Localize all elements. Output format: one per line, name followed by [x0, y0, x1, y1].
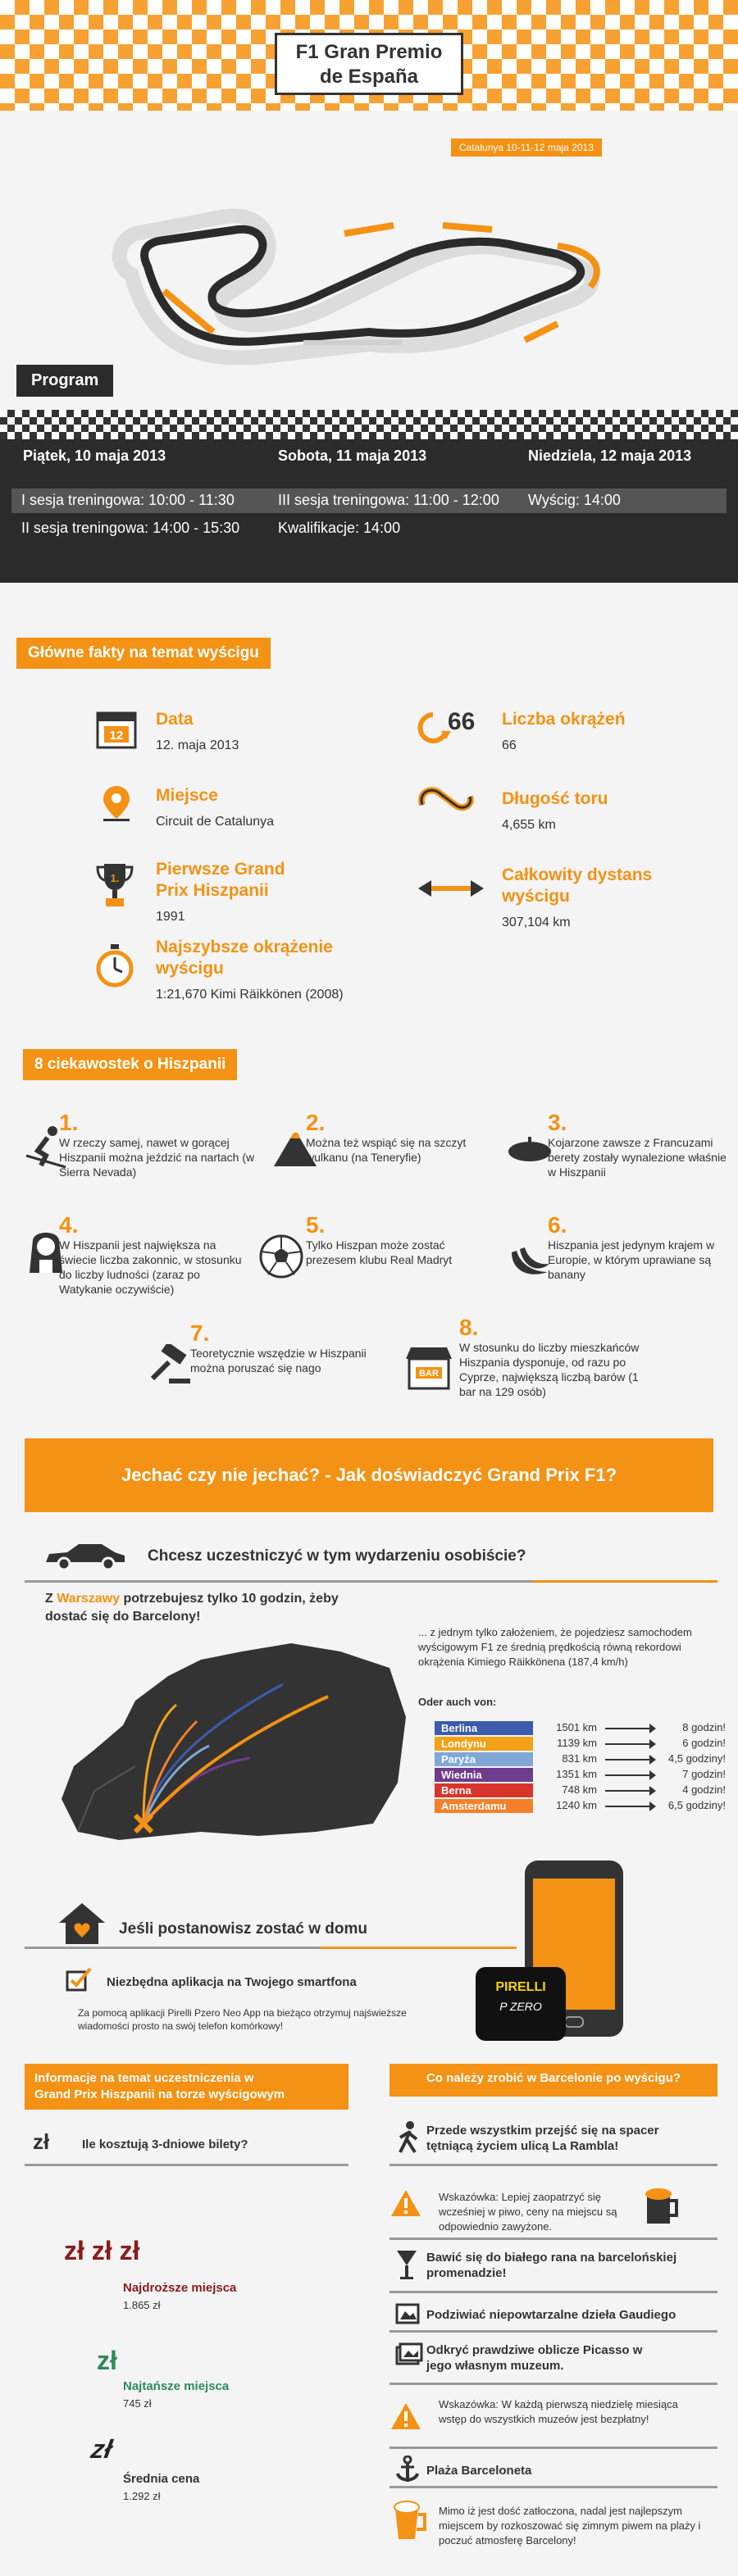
arrow-right-icon — [605, 1774, 654, 1776]
session-item: Kwalifikacje: 14:00 — [278, 520, 401, 536]
step-beach: Plaża Barceloneta — [426, 2464, 532, 2478]
checker-strip — [0, 410, 738, 439]
curiosity-item — [306, 1111, 486, 1165]
step-gaudi: Podziwiać niepowtarzalne dzieła Gaudiego — [426, 2308, 676, 2322]
car-icon — [43, 1541, 128, 1570]
beer-mug-icon — [642, 2186, 683, 2227]
expensive-value: 1.865 zł — [123, 2299, 161, 2311]
city-time: 6,5 godziny! — [667, 1799, 726, 1811]
city-time: 6 godzin! — [682, 1737, 726, 1749]
fact-value: 66 — [502, 738, 517, 752]
city-time: 4 godzin! — [682, 1783, 726, 1796]
curiosity-number: 3. — [548, 1110, 567, 1135]
city-time: 8 godzin! — [682, 1721, 726, 1733]
beach-text: Mimo iż jest dość zatłoczona, nadal jest najlepszym miejscem by rozkoszować się zimnym piwem na plaży i poczuć atmosferę Barcelony! — [439, 2505, 701, 2546]
curiosity-item — [548, 1213, 728, 1282]
curiosity-text: Kojarzone zawsze z Francuzami berety zostały wynalezione właśnie w Hiszpanii — [548, 1136, 727, 1179]
curiosity-item — [59, 1111, 256, 1179]
session-item: III sesja treningowa: 11:00 - 12:00 — [278, 492, 499, 508]
fact-laps — [502, 709, 626, 753]
arrow-right-icon — [605, 1743, 654, 1745]
cheap-value: 745 zł — [123, 2397, 152, 2410]
svg-text:BAR: BAR — [419, 1369, 439, 1379]
warsaw-prefix: Z — [45, 1592, 53, 1606]
facts-label: Główne fakty na temat wyścigu — [16, 638, 271, 669]
curiosity-item — [190, 1321, 387, 1375]
avg-icon: zł — [86, 2434, 118, 2464]
fact-value: Circuit de Catalunya — [156, 815, 275, 829]
fact-title: Całkowity dystans — [502, 865, 653, 884]
title-line-1: F1 Gran Premio — [295, 41, 443, 63]
zl-icon: zł — [33, 2129, 50, 2154]
walking-icon — [394, 2121, 423, 2154]
avg-value: 1.292 zł — [123, 2490, 161, 2502]
curiosity-item — [59, 1213, 256, 1297]
curiosity-text: Hiszpania jest jedynym krajem w Europie, w którym uprawiane są banany — [548, 1238, 715, 1281]
program-schedule — [0, 439, 738, 583]
step-promenade — [426, 2250, 722, 2281]
curiosity-number: 6. — [548, 1212, 567, 1238]
bar-icon — [404, 1344, 453, 1390]
session-item: Wyścig: 14:00 — [528, 492, 621, 508]
fact-title: Długość toru — [502, 789, 608, 808]
fact-value: 1991 — [156, 910, 185, 924]
banana-icon — [508, 1246, 551, 1282]
fact-value: 4,655 km — [502, 818, 556, 832]
curiosity-number: 4. — [59, 1212, 79, 1238]
fact-title: Data — [156, 710, 194, 729]
curiosity-text: Tylko Hiszpan może zostać prezesem klubu Real Madryt — [306, 1238, 453, 1266]
fact-value: 1:21,670 Kimi Räikkönen (2008) — [156, 988, 344, 1002]
curiosity-number: 8. — [459, 1315, 479, 1340]
step-picasso-line-2: jego własnym muzeum. — [426, 2359, 564, 2373]
arrow-right-icon — [605, 1759, 654, 1760]
warsaw-city: Warszawy — [57, 1592, 121, 1606]
home-icon — [57, 1901, 107, 1946]
session-item: I sesja treningowa: 10:00 - 11:30 — [21, 492, 235, 508]
warsaw-rest: potrzebujesz tylko 10 godzin, żeby — [123, 1592, 339, 1606]
europe-map-icon — [45, 1627, 410, 1844]
expensive-icon: zł zł zł — [64, 2236, 140, 2265]
city-label: Londynu — [435, 1737, 533, 1751]
checkbox-icon — [66, 1967, 92, 1992]
step-picasso — [426, 2342, 722, 2374]
barcelona-box-title: Co należy zrobić w Barcelonie po wyścigu? — [390, 2064, 718, 2097]
city-label: Berlina — [435, 1721, 533, 1735]
program-label: Program — [16, 365, 113, 397]
tickets-question: Ile kosztują 3-dniowe bilety? — [82, 2138, 248, 2151]
city-time: 4,5 godziny! — [667, 1752, 726, 1765]
svg-text:12: 12 — [109, 729, 124, 743]
track-length-icon — [414, 780, 480, 821]
curiosity-text: W stosunku do liczby mieszkańców Hiszpania dysponuje, od razu po Cyprze, największą liczbą barów (1 bar na 129 osób) — [459, 1341, 640, 1398]
tip-museum: Wskazówka: W każdą pierwszą niedzielę miesiąca wstęp do wszystkich muzeów jest bezpłatny! — [439, 2398, 678, 2425]
city-distance: 1351 km — [556, 1768, 597, 1780]
expensive-label: Najdroższe miejsca — [123, 2281, 237, 2295]
day-friday: Piątek, 10 maja 2013 — [23, 448, 166, 464]
fact-title: Prix Hiszpanii — [156, 881, 269, 900]
circuit-map-icon — [98, 168, 640, 365]
avg-label: Średnia cena — [123, 2472, 200, 2486]
anchor-icon — [395, 2456, 420, 2483]
curiosity-text: W Hiszpanii jest największa na świecie liczba zakonnic, w stosunku do liczby ludności (zaraz po Watykanie oczywiście) — [59, 1238, 242, 1296]
calendar-icon — [94, 706, 139, 751]
fact-value: 307,104 km — [502, 915, 571, 929]
fact-value: 12. maja 2013 — [156, 738, 239, 752]
fact-distance — [502, 865, 652, 930]
tip-beer: Wskazówka: Lepiej zaopatrzyć się wcześniej w piwo, ceny na miejscu są odpowiednio zawyżone. — [439, 2191, 617, 2233]
city-label: Paryża — [435, 1752, 533, 1766]
day-saturday: Sobota, 11 maja 2013 — [278, 448, 427, 464]
warning-icon — [390, 2188, 422, 2218]
day-sunday: Niedziela, 12 maja 2013 — [528, 448, 692, 464]
curiosity-number: 2. — [306, 1110, 326, 1135]
fact-date — [156, 709, 239, 753]
cheap-label: Najtańsze miejsca — [123, 2379, 230, 2393]
step-promenade-line-1: Bawić się do białego rana na barcelońskiej — [426, 2251, 677, 2265]
arrow-right-icon — [605, 1728, 654, 1729]
step-rambla-line-1: Przede wszystkim przejść się na spacer — [426, 2124, 659, 2138]
fact-fastest-lap — [156, 937, 344, 1002]
go-or-not-banner: Jechać czy nie jechać? - Jak doświadczyć Grand Prix F1? — [25, 1438, 713, 1512]
football-icon — [258, 1233, 304, 1279]
speed-note: ... z jednym tylko założeniem, że pojedziesz samochodem wyścigowym F1 ze średnią prędkością równą rekordowi okrążenia Kimiego Räikkönena (187,4 km/h) — [418, 1626, 692, 1668]
fact-length — [502, 788, 608, 833]
arrow-right-icon — [605, 1806, 654, 1807]
city-label: Wiednia — [435, 1768, 533, 1782]
pirelli-app-icon — [476, 1967, 566, 2041]
cocktail-icon — [395, 2249, 418, 2282]
curiosity-number: 7. — [190, 1320, 210, 1346]
fact-title: Najszybsze okrążenie — [156, 938, 333, 956]
warsaw-line-2: dostać się do Barcelony! — [45, 1610, 201, 1624]
curiosity-text: Teoretycznie wszędzie w Hiszpanii można poruszać się nago — [190, 1347, 367, 1374]
title-line-2: de España — [319, 66, 419, 88]
step-rambla — [426, 2123, 722, 2154]
city-distance: 1501 km — [556, 1721, 597, 1733]
step-picasso-line-1: Odkryć prawdziwe oblicze Picasso w — [426, 2343, 643, 2357]
travel-question: Chcesz uczestniczyć w tym wydarzeniu osobiście? — [148, 1547, 526, 1565]
svg-text:66: 66 — [448, 708, 476, 735]
curiosity-item — [459, 1315, 648, 1399]
tickets-title-line-2: Grand Prix Hiszpanii na torze wyścigowym — [34, 2088, 285, 2101]
tickets-title-line-1: Informacje na temat uczestniczenia w — [34, 2071, 254, 2085]
checkered-header — [0, 0, 738, 111]
page-title — [275, 33, 463, 95]
warning-icon — [390, 2401, 422, 2431]
picture-icon — [395, 2303, 420, 2324]
curiosity-number: 1. — [59, 1110, 79, 1135]
curiosity-text: W rzeczy samej, nawet w gorącej Hiszpanii można jeździć na nartach (w Sierra Nevada) — [59, 1136, 255, 1179]
city-distance: 1240 km — [556, 1799, 597, 1811]
fact-title: Liczba okrążeń — [502, 710, 626, 729]
date-badge: Catalunya 10-11-12 maja 2013 — [451, 139, 602, 157]
city-distance: 831 km — [562, 1752, 597, 1765]
beret-icon — [507, 1135, 553, 1163]
laps-icon — [408, 706, 490, 746]
step-promenade-line-2: promenadzie! — [426, 2266, 507, 2280]
curiosities-label: 8 ciekawostek o Hiszpanii — [23, 1049, 237, 1080]
session-item: II sesja treningowa: 14:00 - 15:30 — [21, 520, 240, 536]
pirelli-brand: PIRELLI — [495, 1980, 546, 1994]
city-label: Amsterdamu — [435, 1799, 533, 1813]
app-text: Za pomocą aplikacji Pirelli Pzero Neo App na bieżąco otrzymuj najświeższe wiadomości prosto na swój telefon komórkowy! — [78, 2007, 407, 2032]
table-title: Oder auch von: — [418, 1696, 497, 1708]
gavel-icon — [146, 1344, 192, 1385]
pirelli-sub: P ZERO — [499, 2000, 542, 2013]
distance-arrow-icon — [418, 879, 484, 898]
fact-title: wyścigu — [502, 887, 570, 906]
fact-first-gp — [156, 859, 285, 925]
fact-title: Miejsce — [156, 786, 218, 805]
step-rambla-line-2: tętniącą życiem ulicą La Rambla! — [426, 2139, 619, 2153]
curiosity-number: 5. — [306, 1212, 326, 1238]
fact-title: wyścigu — [156, 959, 224, 978]
arrow-right-icon — [605, 1790, 654, 1792]
app-title: Niezbędna aplikacja na Twojego smartfona — [107, 1975, 357, 1989]
location-pin-icon — [98, 783, 134, 824]
svg-text:1.: 1. — [110, 872, 120, 884]
cheap-icon: zł — [97, 2346, 117, 2375]
trophy-icon — [94, 861, 135, 910]
track-section — [0, 111, 738, 410]
city-distance: 748 km — [562, 1783, 597, 1796]
stopwatch-icon — [94, 943, 135, 988]
city-label: Berna — [435, 1783, 533, 1797]
curiosity-item — [548, 1111, 728, 1179]
museum-icon — [395, 2342, 423, 2367]
curiosity-item — [306, 1213, 486, 1267]
tickets-box-title — [25, 2064, 348, 2110]
home-title: Jeśli postanowisz zostać w domu — [119, 1920, 368, 1938]
fact-place — [156, 785, 274, 829]
beer-glass-icon — [392, 2500, 426, 2541]
fact-title: Pierwsze Grand — [156, 860, 285, 879]
city-time: 7 godzin! — [682, 1768, 726, 1780]
city-distance: 1139 km — [557, 1737, 597, 1749]
warsaw-info — [45, 1590, 339, 1626]
curiosity-text: Można też wspiąć się na szczyt wulkanu (na Teneryfie) — [306, 1136, 467, 1164]
